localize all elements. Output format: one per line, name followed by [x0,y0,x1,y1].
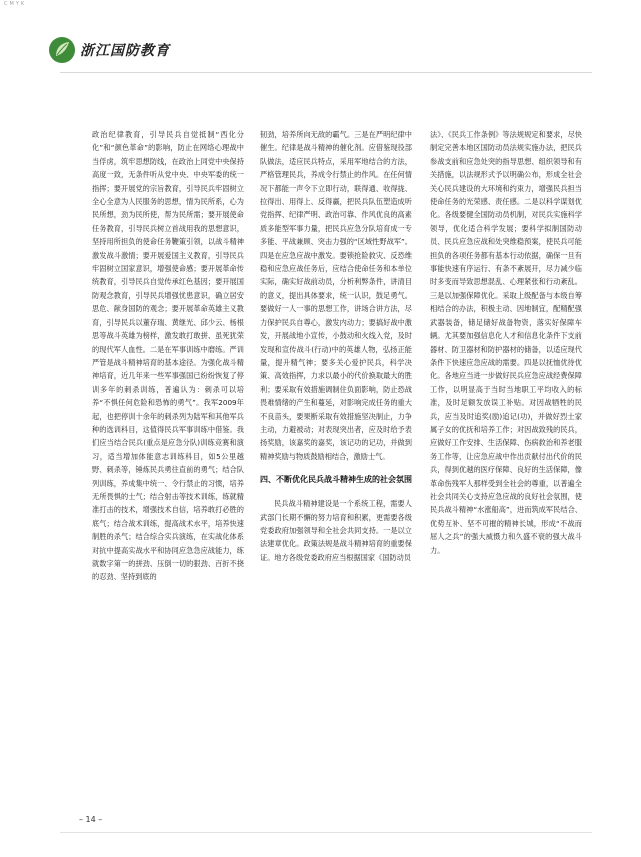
page-number: – 14 – [79,815,103,824]
body-paragraph: 民兵战斗精神建设是一个系统工程，需要人武部门长期不懈的努力培育和积累，更需要各级党委政府加强领导和全社会共同支持。一是以立法建章优化。政策法规是战斗精神培育的重要保证。地方各级党委政府应当根据国家《国防动员 [260,499,412,562]
header-divider [60,72,592,73]
text-column-1 [92,128,244,584]
body-paragraph: 韧劲，培养所向无敌的霸气。三是在严明纪律中催生。纪律是战斗精神的催化剂。应借鉴现役部队做法，适应民兵特点，采用军地结合的方法，严格管理民兵，养成令行禁止的作风。在任何情况下都能一声令下立即行动，联得通、收得拢、拉得出、用得上、反得赢，把民兵队伍塑造成听党指挥、纪律严明、政治可靠、作风优良的高素质多能型军事力量，把民兵应急分队培育成一专多能、平战兼顾、突击力强的“区域性野战军”。四是在应急应战中激发。要锁抢险救灾、反恐维稳和应急应战任务后，应结合使命任务和本单位实际，确实好战前动员，分析利弊条件，讲清目的意义，提出具体要求，统一认识，鼓足勇气。要做好一人一事的思想工作，讲场合讲方法，尽力保护民兵自尊心，激发内动力；要搞好战中激发，开展战地小宣传，小鼓动和火线入党，及时发现和宣传战斗(行动)中的英雄人物，弘扬正能量，提升精气神；要多关心爱护民兵，科学决策、高效指挥，力求以最小的代价换取最大的胜利；要采取有效措施调制住负面影响，防止恐战畏难情绪的产生和蔓延，对影响完成任务的重大不良苗头，要果断采取有效措施坚决制止，力争主动，力避被动；对表现突出者，应及时给予表扬奖励，该嘉奖的嘉奖，该记功的记功，并做到精神奖励与物质鼓励相结合，激励士气。 [260,130,412,461]
footer-divider [60,832,592,833]
body-paragraph: 政治纪律教育，引导民兵自觉抵制“西化分化”和“颜色革命”的影响，防止在网络心理战中当俘虏，筑牢思想防线，在政治上同党中央保持高度一致，无条件听从党中央、中央军委的统一指挥；要开展党的宗旨教育，引导民兵牢固树立全心全意为人民服务的思想，情为民所系，心为民所想，劲为民所使，帮为民所需；要开展使命任务教育，引导民兵树立首战用我的思想意识，坚持用所担负的使命任务鞭策引领，以战斗精神激发战斗激情；要开展爱国主义教育，引导民兵牢固树立国家意识，增强使命感；要开展革命传统教育，引导民兵自觉传承红色基因；要开展国防观念教育，引导民兵增强忧患意识，确立居安思危、献身国防的观念；要开展革命英雄主义教育，引导民兵以董存瑞、黄继光、邱少云、杨根思等战斗英雄为榜样，激发敢打敢拼、虽死犹荣的现代军人血性。二是在军事训练中磨练。严训严管是战斗精神培育的基本途径。为强化战斗精神培育，近几年来一些军事强国已纷纷恢复了停训多年的刺杀训练，普遍认为：刺杀可以培养“不惧任何危险和恐怖的勇气”。我军2009年起，也把停训十余年的刺杀列为陆军和其他军兵种的选训科目，这值得民兵军事训练中借鉴。我们应当结合民兵(重点是应急分队)训练竞赛和演习，适当增加体能意志训练科目，如5公里越野、刺杀等，锤炼民兵勇往直前的勇气；结合队列训练，养成集中统一、令行禁止的习惯，培养无所畏惧的士气；结合射击等技术训练，练就精准打击的技术，增强技术自信，培养敢打必胜的底气；结合战术训练，提高战术水平，培养快速制胜的杀气；结合综合实兵演练，在实战化体系对抗中提高实战水平和协同应急急应战能力，练就数字第一的拼劲、压倒一切的狠劲、百折不挠的忍劲、坚持到底的 [92,130,244,582]
body-paragraph: 法》、《民兵工作条例》等法规规定和要求，尽快制定完善本地区国防动员法规实施办法，把民兵参战支前和应急处突的指导思想、组织领导和有关措施，以法规形式予以明确公布，形成全社会关心民兵建设的大环境和约束力，增强民兵担当使命任务的光荣感、责任感。二是以科学谋划优化。各级要健全国防动员机制，对民兵实施科学领导，优化适合科学发展；要科学拟制国防动员、民兵应急应战和处突维稳预案，使民兵可能担负的各项任务都有基本行动依据，确保一旦有事能快速有序运行、有条不紊展开，尽力减少临时多变而导致思想混乱、心理紧张和行动紊乱。三是以加强保障优化。采取上级配备与本级自筹相结合的办法，积极主动、因地制宜，配精配强武器装备，储足储好战备物资，落实好保障车辆。尤其要加强信息化人才和信息化条件下支前器材、防卫器材和防护器材的储备，以适应现代条件下快速应急应战的需要。四是以抚恤优待优化。各地应当进一步做好民兵应急应战经费保障工作，以明显高于当时当地职工平均收入的标准，及时足额发放误工补贴。对因战牺牲的民兵，应当及时追奖(励)追记(功)，并做好烈士家属子女的优抚和培养工作；对因战致残的民兵，应做好工作安排、生活保障、伤病救治和养老服务工作等，让应急应战中作出贡献付出代价的民兵，得到优越的医疗保障、良好的生活保障，像革命伤残军人那样受到全社会的尊重，以普遍全社会共同关心支持应急应战的良好社会氛围，使民兵战斗精神“水涨船高”，进而筑成军民结合、优势互补、坚不可摧的精神长城，形成“不战而屈人之兵”的强大威慑力和久盛不衰的强大战斗力。 [430,130,582,555]
text-column-3 [430,128,582,557]
leaf-logo-icon [48,36,76,64]
text-column-2 [260,128,412,564]
section-heading: 四、不断优化民兵战斗精神生成的社会氛围 [260,475,412,485]
brand-title: 浙江国防教育 [80,43,170,59]
print-registration-marks: CMYK [4,1,27,7]
